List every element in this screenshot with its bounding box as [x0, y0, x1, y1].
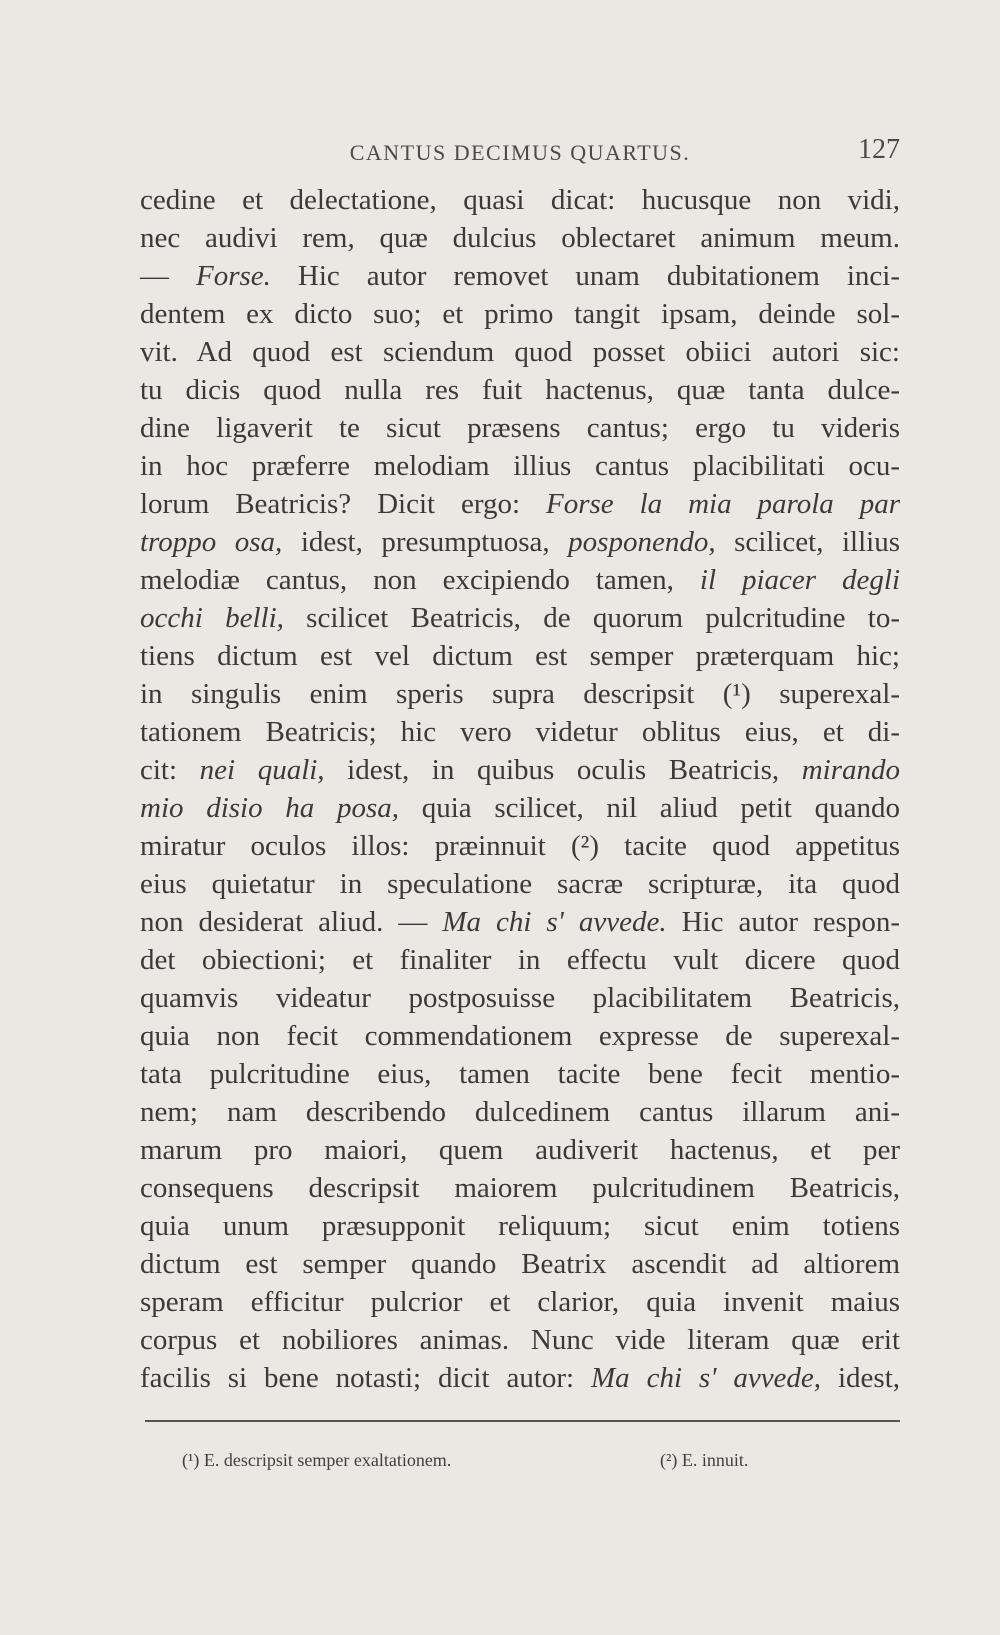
text-line	[140, 827, 900, 865]
italic-segment: occhi belli,	[140, 602, 284, 634]
text-line	[140, 1093, 900, 1131]
text-line	[140, 865, 900, 903]
text-segment: quamvis videatur postposuisse placibilitatem Beatricis,	[140, 982, 900, 1014]
text-line	[140, 1055, 900, 1093]
text-segment: miratur oculos illos: præinnuit (²) tacite quod appetitus	[140, 830, 900, 862]
text-segment: quia unum præsupponit reliquum; sicut enim totiens	[140, 1210, 900, 1242]
text-segment: scilicet, illius	[715, 526, 900, 558]
text-line	[140, 1169, 900, 1207]
text-segment: quia scilicet, nil aliud petit quando	[399, 792, 900, 824]
italic-segment: Forse.	[196, 260, 271, 292]
text-line	[140, 1359, 900, 1397]
text-line	[140, 257, 900, 295]
italic-segment: mirando	[801, 754, 901, 786]
text-segment: lorum Beatricis? Dicit ergo:	[140, 488, 546, 520]
text-line	[140, 789, 900, 827]
body-text	[140, 181, 900, 1397]
text-segment: tationem Beatricis; hic vero videtur oblitus eius, et di-	[140, 716, 900, 748]
text-segment: dictum est semper quando Beatrix ascendit ad altiorem	[140, 1248, 900, 1280]
italic-segment: nei quali,	[199, 754, 325, 786]
running-head	[140, 132, 900, 172]
text-line	[140, 1207, 900, 1245]
text-segment: tiens dictum est vel dictum est semper præterquam hic;	[140, 640, 900, 672]
page-number: 127	[858, 134, 900, 165]
text-segment: det obiectioni; et finaliter in effectu vult dicere quod	[140, 944, 900, 976]
running-title: CANTUS DECIMUS QUARTUS.	[349, 140, 691, 165]
italic-segment: troppo osa,	[140, 526, 283, 558]
text-line	[140, 181, 900, 219]
text-line	[140, 941, 900, 979]
text-segment: idest, in quibus oculis Beatricis,	[324, 754, 802, 786]
text-segment: in singulis enim speris supra descripsit (¹) superexal-	[140, 678, 900, 710]
text-segment: tata pulcritudine eius, tamen tacite bene fecit mentio-	[140, 1058, 900, 1090]
text-segment: melodiæ cantus, non excipiendo tamen,	[140, 564, 700, 596]
text-line	[140, 371, 900, 409]
text-segment: eius quietatur in speculatione sacræ scripturæ, ita quod	[140, 868, 900, 900]
text-segment: scilicet Beatricis, de quorum pulcritudine to-	[283, 602, 900, 634]
italic-segment: posponendo,	[568, 526, 716, 558]
text-segment: non desiderat aliud. —	[140, 906, 443, 938]
italic-segment: Ma chi s' avvede,	[591, 1362, 822, 1394]
footnote-2: (²) E. innuit.	[660, 1450, 749, 1470]
italic-segment: mio disio ha posa,	[140, 792, 400, 824]
text-segment: vit. Ad quod est sciendum quod posset obiici autori sic:	[140, 336, 900, 368]
text-segment: nem; nam describendo dulcedinem cantus illarum ani-	[140, 1096, 900, 1128]
text-line	[140, 751, 900, 789]
footnote-rule	[145, 1420, 900, 1422]
text-segment: idest,	[821, 1362, 900, 1394]
text-line	[140, 1321, 900, 1359]
text-segment: idest, presumptuosa,	[282, 526, 569, 558]
text-line	[140, 1245, 900, 1283]
text-segment: dine ligaverit te sicut præsens cantus; ergo tu videris	[140, 412, 900, 444]
text-line	[140, 1283, 900, 1321]
text-line	[140, 447, 900, 485]
text-segment: dentem ex dicto suo; et primo tangit ipsam, deinde sol-	[140, 298, 900, 330]
text-segment: cedine et delectatione, quasi dicat: hucusque non vidi,	[140, 184, 900, 216]
text-segment: nec audivi rem, quæ dulcius oblectaret animum meum.	[140, 222, 900, 254]
text-segment: tu dicis quod nulla res fuit hactenus, quæ tanta dulce-	[140, 374, 900, 406]
text-line	[140, 295, 900, 333]
text-segment: marum pro maiori, quem audiverit hactenus, et per	[140, 1134, 900, 1166]
text-segment: consequens descripsit maiorem pulcritudinem Beatricis,	[140, 1172, 900, 1204]
text-line	[140, 599, 900, 637]
italic-segment: Forse la mia parola par	[546, 488, 900, 520]
text-line	[140, 675, 900, 713]
text-line	[140, 219, 900, 257]
text-segment: cit:	[140, 754, 200, 786]
footnotes	[182, 1450, 882, 1480]
italic-segment: il piacer degli	[699, 564, 901, 596]
text-line	[140, 561, 900, 599]
text-line	[140, 1131, 900, 1169]
text-segment: Hic autor respon-	[666, 906, 900, 938]
text-line	[140, 979, 900, 1017]
text-line	[140, 523, 900, 561]
text-segment: Hic autor removet unam dubitationem inci-	[270, 260, 900, 292]
text-line	[140, 637, 900, 675]
text-line	[140, 409, 900, 447]
footnote-1: (¹) E. descripsit semper exaltationem.	[182, 1450, 452, 1470]
text-line	[140, 333, 900, 371]
text-line	[140, 485, 900, 523]
text-segment: speram efficitur pulcrior et clarior, quia invenit maius	[140, 1286, 900, 1318]
text-segment: quia non fecit commendationem expresse de superexal-	[140, 1020, 900, 1052]
text-segment: —	[140, 260, 196, 292]
text-segment: in hoc præferre melodiam illius cantus placibilitati ocu-	[140, 450, 900, 482]
text-line	[140, 713, 900, 751]
text-line	[140, 1017, 900, 1055]
text-segment: corpus et nobiliores animas. Nunc vide literam quæ erit	[140, 1324, 900, 1356]
text-line	[140, 903, 900, 941]
text-segment: facilis si bene notasti; dicit autor:	[140, 1362, 591, 1394]
italic-segment: Ma chi s' avvede.	[442, 906, 667, 938]
